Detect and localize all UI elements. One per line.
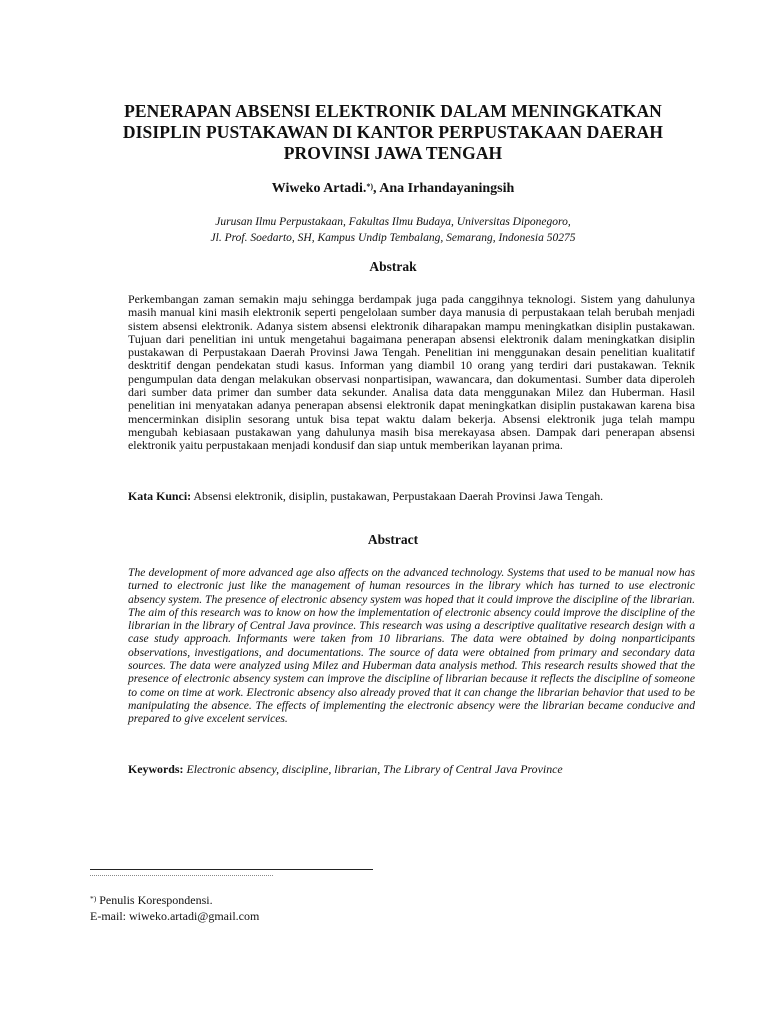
- abstrak-heading: Abstrak: [369, 259, 417, 274]
- footnote-marker: *): [90, 894, 97, 903]
- paper-title: [80, 101, 706, 164]
- abstract-text: The development of more advanced age also affects on the advanced technology. Systems that used to be manual now has turned to electronic just like the management of human resources in the library which has turned to use electronic absency system. The presence of electronic absency system was hoped that it could improve the discipline of the librarian. The aim of this research was to know on how the implementation of electronic absency could improve the discipline of the librarian in the library of Central Java province. This research was using a descriptive qualitative research design with a case study approach. Informants were taken from 10 librarians. The data were obtained by doing nonparticipants observations, investigations, and documentations. The source of data were obtained from primary and secondary data sources. The data were analyzed using Milez and Huberman data analysis method. This research results showed that the presence of electronic absency system can improve the discipline of librarian because it reflects the discipline of someone to come on time at work. Electronic absency also already proved that it can change the librarian behavior that used to be manipulating the absence. The effects of implementing the electronic absency were the librarian became conducive and prepared to give excelent services.: [128, 566, 695, 726]
- abstract-heading: Abstract: [367, 532, 419, 547]
- footnote-email: E-mail: wiweko.artadi@gmail.com: [90, 908, 260, 923]
- kata-kunci-label: Kata Kunci:: [128, 489, 192, 503]
- footnote: [90, 893, 259, 924]
- kata-kunci: [128, 489, 695, 503]
- footnote-divider: [90, 869, 373, 870]
- footnote-correspondence: [90, 893, 259, 909]
- footnote-divider-dotted: [90, 875, 273, 876]
- author-list: [80, 180, 706, 198]
- keywords: [128, 762, 695, 776]
- keywords-text: Electronic absency, discipline, librarian, The Library of Central Java Province: [183, 762, 563, 776]
- title-line-2: DISIPLIN PUSTAKAWAN DI KANTOR PERPUSTAKAAN DAERAH: [122, 122, 664, 142]
- title-line-3: PROVINSI JAWA TENGAH: [283, 143, 503, 163]
- keywords-label: Keywords:: [128, 762, 184, 776]
- footnote-line-1: Penulis Korespondensi.: [96, 893, 213, 907]
- affiliation-line-2: Jl. Prof. Soedarto, SH, Kampus Undip Tembalang, Semarang, Indonesia 50275: [210, 232, 576, 244]
- affiliation-line-1: Jurusan Ilmu Perpustakaan, Fakultas Ilmu Budaya, Universitas Diponegoro,: [215, 216, 571, 228]
- author-1-name: Wiweko Artadi.: [271, 181, 367, 196]
- corresponding-marker: *): [366, 182, 374, 191]
- title-line-1: PENERAPAN ABSENSI ELEKTRONIK DALAM MENINGKATKAN: [124, 101, 662, 121]
- kata-kunci-text: Absensi elektronik, disiplin, pustakawan, Perpustakaan Daerah Provinsi Jawa Tengah.: [191, 489, 604, 503]
- author-2-name: Ana Irhandayaningsih: [379, 181, 515, 196]
- abstrak-text: Perkembangan zaman semakin maju sehingga berdampak juga pada canggihnya teknologi. Sistem yang dahulunya masih manual kini masih elektronik seperti pengelolaan sumber daya manusia di perpustakaan telah berubah menjadi sistem absensi elektronik. Adanya sistem absensi elektronik diharapakan mampu meningkatkan disiplin pustakawan. Tujuan dari penelitian ini untuk mengetahui bagaimana penerapan absensi elektronik dalam meningkatkan disiplin pustakawan di Perpustakaan Daerah Provinsi Jawa Tengah. Penelitian ini menggunakan desain penelitian kualitatif desktritif dengan pendekatan studi kasus. Informan yang diambil 10 orang yang terdiri dari pustakawan. Teknik pengumpulan data dengan melakukan observasi nonpartisipan, wawancara, dan dokumentasi. Sumber data diperoleh dari sumber data primer dan sumber data sekunder. Analisa data data menggunakan Milez dan Huberman. Hasil penelitian ini menyatakan adanya penerapan absensi elektronik dapat meningkatkan disiplin pustakawan karena bisa mencerminkan disiplin sesorang untuk bisa tepat waktu dalam bekerja. Absensi elektronik juga telah mampu mengubah kebiasaan pustakawan yang dahulunya masih bisa merekayasa absen. Dampak dari penerapan absensi elektronik yaitu perpustakaan menjadi kondusif dan siap untuk memberikan layanan prima.: [128, 292, 695, 453]
- author-separator: ,: [373, 181, 380, 196]
- affiliation: [80, 214, 706, 246]
